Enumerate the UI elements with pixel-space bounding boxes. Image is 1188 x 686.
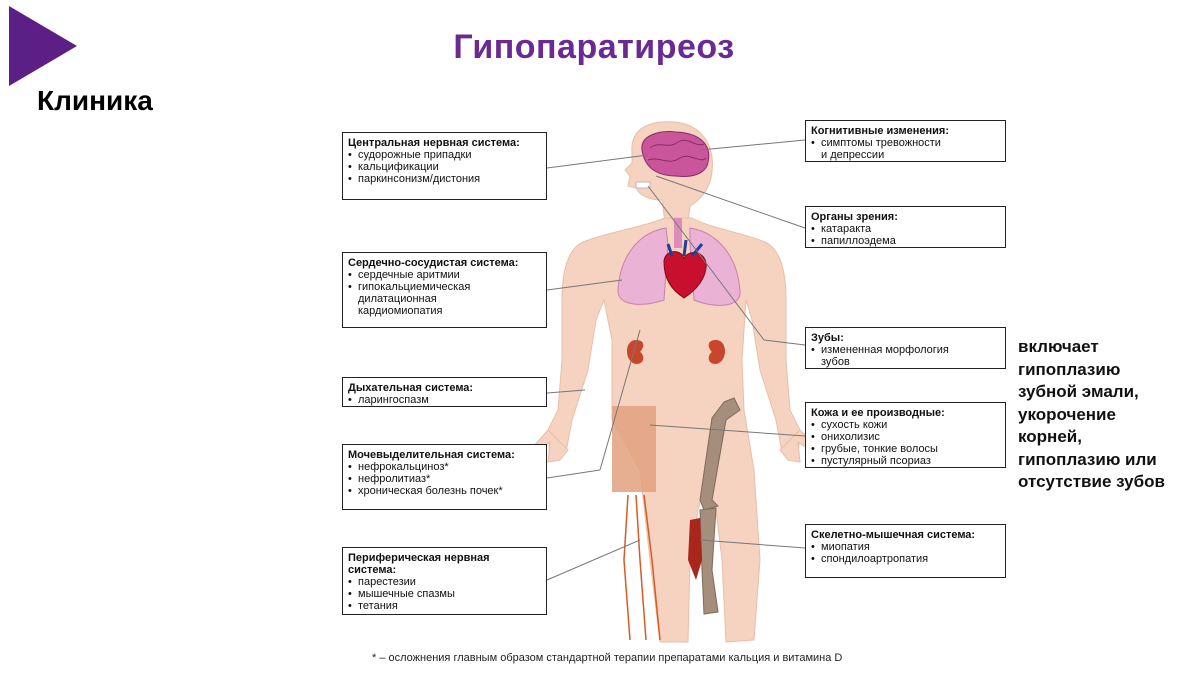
box-musculoskeletal-system — [805, 524, 1006, 578]
box-title: Центральная нервная система: — [348, 137, 520, 149]
box-title: Кожа и ее производные: — [811, 407, 945, 419]
box-title: Скелетно-мышечная система: — [811, 529, 976, 541]
list-item: • катаракта — [811, 223, 999, 235]
box-cardiovascular-system — [342, 252, 547, 328]
list-item: • пустулярный псориаз — [811, 455, 999, 467]
teeth — [636, 182, 650, 188]
teeth-side-note: включает гипоплазию зубной эмали, укорочение корней, гипоплазию или отсутствие зубов — [1018, 337, 1165, 491]
list-item: • парестезии — [348, 576, 540, 588]
list-item: • паркинсонизм/дистония — [348, 173, 540, 185]
skin-patch — [612, 406, 656, 492]
box-title: Когнитивные изменения: — [811, 125, 950, 137]
box-peripheral-nervous-system — [342, 547, 547, 615]
list-item: • сухость кожи — [811, 419, 999, 431]
box-teeth — [805, 327, 1006, 369]
list-item: • миопатия — [811, 541, 999, 553]
list-item: дилатационная — [358, 293, 437, 305]
list-item: • грубые, тонкие волосы — [811, 443, 999, 455]
box-title: Сердечно-сосудистая система: — [348, 257, 519, 269]
list-item: • онихолизис — [811, 431, 999, 443]
list-item: • измененная морфология — [811, 344, 999, 356]
list-item: • спондилоартропатия — [811, 553, 999, 565]
body-silhouette — [548, 122, 800, 642]
list-item: • судорожные припадки — [348, 149, 540, 161]
box-respiratory-system — [342, 377, 547, 407]
list-item: • нефролитиаз* — [348, 473, 540, 485]
box-title: Органы зрения: — [811, 211, 898, 223]
footnote: * – осложнения главным образом стандартной терапии препаратами кальция и витамина D — [372, 652, 843, 664]
box-cognitive-changes — [805, 120, 1006, 162]
box-vision — [805, 206, 1006, 248]
box-title: Периферическая нервная система: — [348, 552, 490, 576]
list-item: зубов — [821, 356, 850, 368]
list-item: • тетания — [348, 600, 540, 612]
box-skin — [805, 402, 1006, 468]
list-item: • мышечные спазмы — [348, 588, 540, 600]
box-title: Зубы: — [811, 332, 844, 344]
page-title: Гипопаратиреоз — [453, 28, 735, 66]
section-title: Клиника — [37, 85, 153, 116]
box-title: Дыхательная система: — [348, 382, 474, 394]
list-item: • папиллоэдема — [811, 235, 999, 247]
list-item: • хроническая болезнь почек* — [348, 485, 540, 497]
list-item: кардиомиопатия — [358, 305, 443, 317]
list-item: • ларингоспазм — [348, 394, 540, 406]
box-title: Мочевыделительная система: — [348, 449, 515, 461]
list-item: • гипокальциемическая — [348, 281, 540, 293]
list-item: и депрессии — [821, 149, 885, 161]
box-urinary-system — [342, 444, 547, 510]
list-item: • сердечные аритмии — [348, 269, 540, 281]
list-item: • симптомы тревожности — [811, 137, 999, 149]
list-item: • кальцификации — [348, 161, 540, 173]
tibia-bone — [700, 508, 718, 614]
box-central-nervous-system — [342, 132, 547, 200]
list-item: • нефрокальциноз* — [348, 461, 540, 473]
